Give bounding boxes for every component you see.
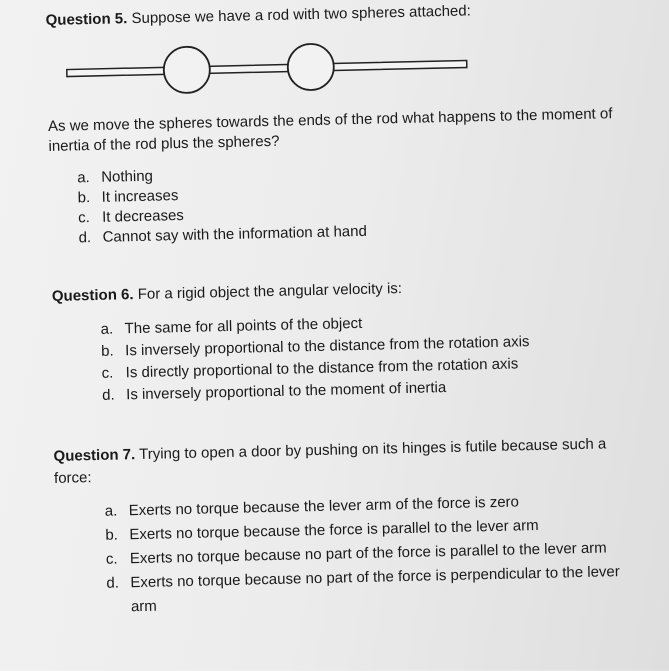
question-label: Question 5. bbox=[45, 10, 128, 30]
option-b: b. Exerts no torque because the force is parallel to the lever arm bbox=[105, 516, 539, 544]
option-c: c. Is directly proportional to the distance from the rotation axis bbox=[101, 355, 519, 382]
option-b: b. Is inversely proportional to the distance from the rotation axis bbox=[100, 333, 530, 360]
rod-with-spheres-diagram bbox=[64, 38, 475, 107]
question-6 bbox=[52, 280, 402, 305]
question-label: Question 7. bbox=[53, 446, 136, 465]
question-7 bbox=[53, 435, 606, 465]
option-c: c. It decreases bbox=[77, 206, 185, 227]
rod bbox=[67, 60, 467, 76]
option-d: d. Exerts no torque because no part of the force is perpendicular to the lever bbox=[106, 563, 620, 592]
option-d: d. Is inversely proportional to the moment of inertia bbox=[101, 379, 447, 404]
question-5 bbox=[45, 2, 471, 29]
option-a: a. Exerts no torque because the lever arm of the force is zero bbox=[104, 493, 520, 520]
question-prompt: force: bbox=[53, 469, 92, 487]
question-prompt: Trying to open a door by pushing on its hinges is futile because such a bbox=[138, 435, 607, 464]
option-d-continuation: arm bbox=[130, 597, 158, 616]
option-a: a. Nothing bbox=[77, 167, 154, 187]
question-body: inertia of the rod plus the spheres? bbox=[48, 132, 280, 155]
sphere-right bbox=[287, 44, 334, 91]
question-prompt: Suppose we have a rod with two spheres attached: bbox=[131, 2, 471, 28]
question-body: As we move the spheres towards the ends of the rod what happens to the moment of bbox=[47, 105, 613, 135]
option-b: b. It increases bbox=[77, 187, 179, 207]
question-label: Question 6. bbox=[51, 286, 134, 305]
sphere-left bbox=[163, 46, 210, 93]
option-c: c. Exerts no torque because no part of the force is parallel to the lever arm bbox=[105, 539, 607, 568]
option-d: d. Cannot say with the information at hand bbox=[78, 222, 368, 247]
question-prompt: For a rigid object the angular velocity is: bbox=[137, 280, 403, 304]
option-a: a. The same for all points of the object bbox=[100, 314, 363, 338]
